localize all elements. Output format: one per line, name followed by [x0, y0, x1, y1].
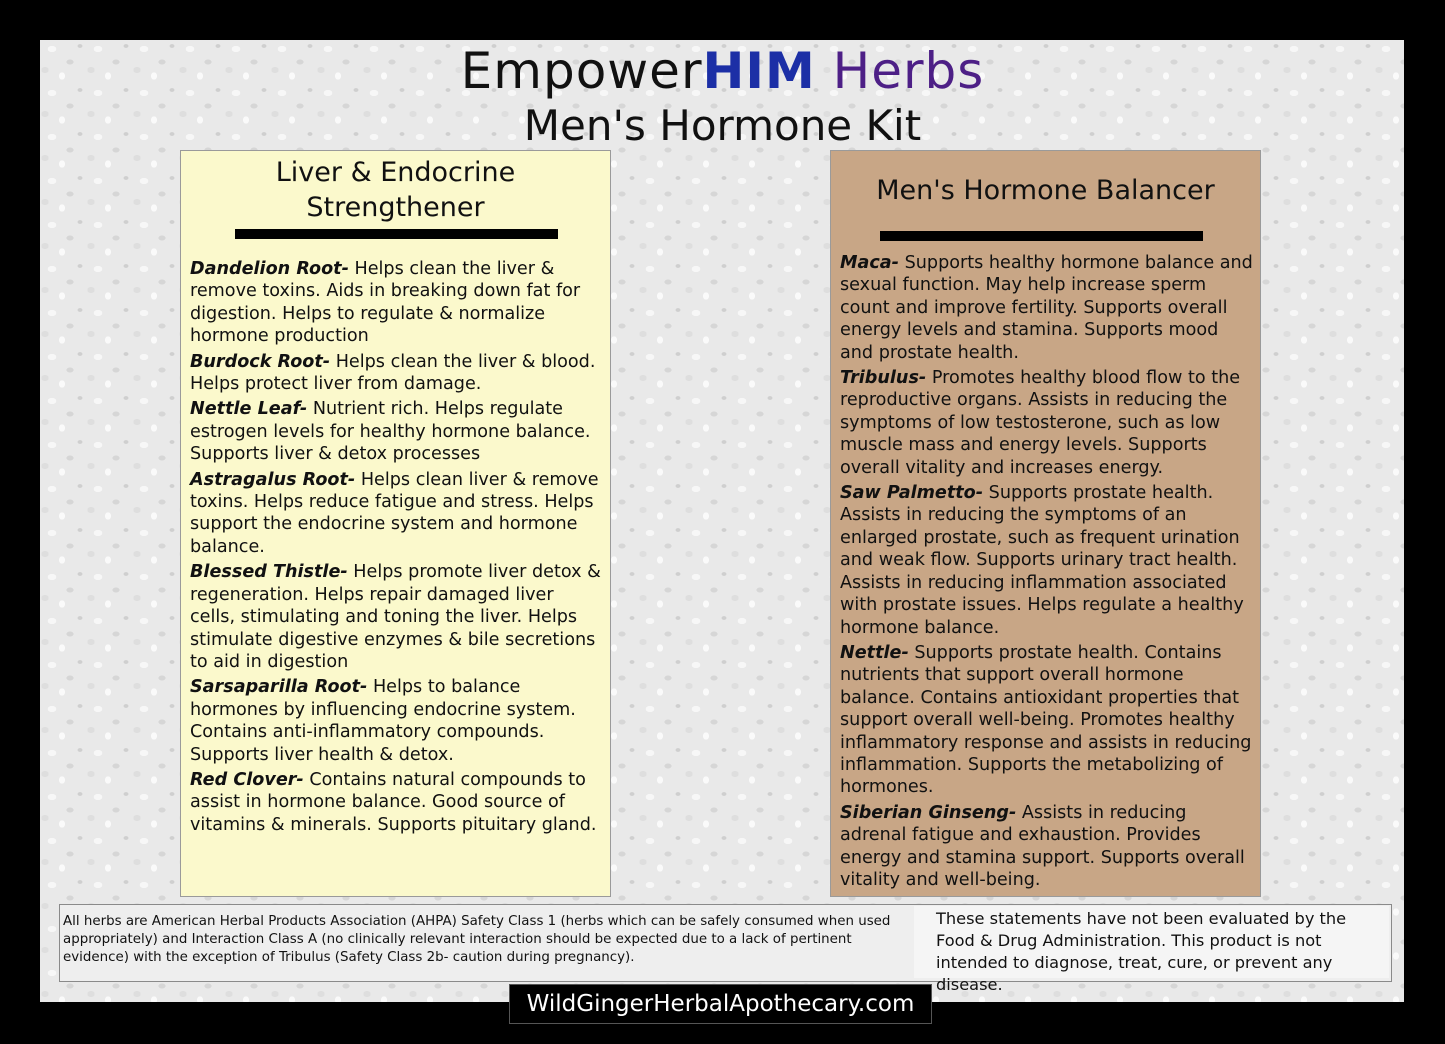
herb-name: Dandelion Root- — [190, 259, 349, 279]
herb-item-saw-palmetto — [840, 482, 1254, 639]
brand-him: HIM — [702, 42, 816, 100]
herb-desc: Contains natural compounds to assist in hormone balance. Good source of vitamins & minerals. Supports pituitary gland. — [190, 769, 597, 835]
right-herb-list — [840, 252, 1254, 894]
left-title-line2: Strengthener — [306, 192, 485, 223]
herb-name: Red Clover- — [190, 769, 304, 790]
right-title-divider — [880, 231, 1203, 241]
herb-item-blessed-thistle — [190, 561, 604, 673]
herb-name: Tribulus- — [840, 368, 927, 389]
herb-desc: Promotes healthy blood flow to the reproductive organs. Assists in reducing the symptoms of low testosterone, such as low muscle mass and energy levels. Supports overall vitality and increases energy. — [840, 368, 1241, 478]
liver-endocrine-panel — [180, 150, 611, 897]
brand-herbs: Herbs — [815, 42, 985, 100]
herb-name: Sarsaparilla Root- — [190, 677, 368, 698]
herb-item-nettle-leaf — [190, 398, 604, 465]
brand-empower: Empower — [460, 42, 703, 100]
left-title-divider — [235, 229, 558, 239]
herb-item-astragalus-root — [190, 469, 604, 559]
left-herb-list — [190, 258, 604, 839]
herb-item-nettle — [840, 642, 1254, 799]
kit-subtitle: Men's Hormone Kit — [523, 101, 922, 150]
herb-item-maca — [840, 252, 1254, 364]
herb-name: Saw Palmetto- — [840, 483, 984, 504]
herb-item-burdock-root — [190, 351, 604, 396]
herb-desc: Helps clean the liver & remove toxins. Aids in breaking down fat for digestion. Helps to regulate & normalize hormone production — [190, 259, 581, 347]
herb-item-siberian-ginseng — [840, 802, 1254, 892]
herb-item-red-clover — [190, 769, 604, 836]
herb-item-sarsaparilla-root — [190, 676, 604, 766]
left-panel-title — [181, 155, 610, 225]
brand-title — [0, 40, 1445, 102]
herb-desc: Helps clean the liver & blood. Helps protect liver from damage. — [190, 351, 596, 395]
herb-desc: Helps to balance hormones by influencing endocrine system. Contains anti-inflammatory compounds. Supports liver health & detox. — [190, 677, 576, 765]
herb-name: Maca- — [840, 253, 899, 273]
herb-name: Blessed Thistle- — [190, 562, 348, 583]
herb-name: Nettle- — [840, 642, 909, 663]
ahpa-safety-note: All herbs are American Herbal Products Association (AHPA) Safety Class 1 (herbs which can be safely consumed when used appropriately) and Interaction Class A (no clinically relevant interaction should be expected due to a lack of pertinent evidence) with the exception of Tribulus (Safety Class 2b- caution during pregnancy). — [63, 914, 891, 965]
herb-desc: Supports prostate health. Assists in reducing the symptoms of an enlarged prostate, such as frequent urination and weak flow. Supports urinary tract health. Assists in reducing inflammation associated with prostate issues. Helps regulate a healthy hormone balance. — [840, 483, 1244, 638]
herb-desc: Supports prostate health. Contains nutrients that support overall hormone balance. Contains antioxidant properties that support overall well-being. Promotes healthy inflammatory response and assists in reducing inflammation. Supports the metabolizing of hormones. — [840, 642, 1252, 798]
website-link[interactable]: WildGingerHerbalApothecary.com — [509, 984, 932, 1024]
herb-name: Astragalus Root- — [190, 469, 356, 490]
hormone-balancer-panel — [830, 150, 1261, 897]
herb-desc: Helps clean liver & remove toxins. Helps reduce fatigue and stress. Helps support the endocrine system and hormone balance. — [190, 469, 599, 557]
herb-name: Nettle Leaf- — [190, 399, 308, 420]
herb-name: Siberian Ginseng- — [840, 802, 1017, 823]
herb-desc: Nutrient rich. Helps regulate estrogen levels for healthy hormone balance. Supports liver & detox processes — [190, 399, 591, 465]
fda-disclaimer: These statements have not been evaluated by the Food & Drug Administration. This product is not intended to diagnose, treat, cure, or prevent any disease. — [936, 909, 1347, 994]
left-title-line1: Liver & Endocrine — [275, 157, 516, 188]
herb-desc: Helps promote liver detox & regeneration. Helps repair damaged liver cells, stimulating and toning the liver. Helps stimulate digestive enzymes & bile secretions to aid in digestion — [190, 562, 601, 672]
herb-item-dandelion-root — [190, 258, 604, 348]
herb-desc: Supports healthy hormone balance and sexual function. May help increase sperm count and improve fertility. Supports overall energy levels and stamina. Supports mood and prostate health. — [840, 253, 1253, 363]
herb-item-tribulus — [840, 367, 1254, 479]
right-panel-title: Men's Hormone Balancer — [876, 175, 1215, 206]
herb-name: Burdock Root- — [190, 351, 331, 372]
herb-desc: Assists in reducing adrenal fatigue and exhaustion. Provides energy and stamina support. Supports overall vitality and well-being. — [840, 802, 1245, 890]
